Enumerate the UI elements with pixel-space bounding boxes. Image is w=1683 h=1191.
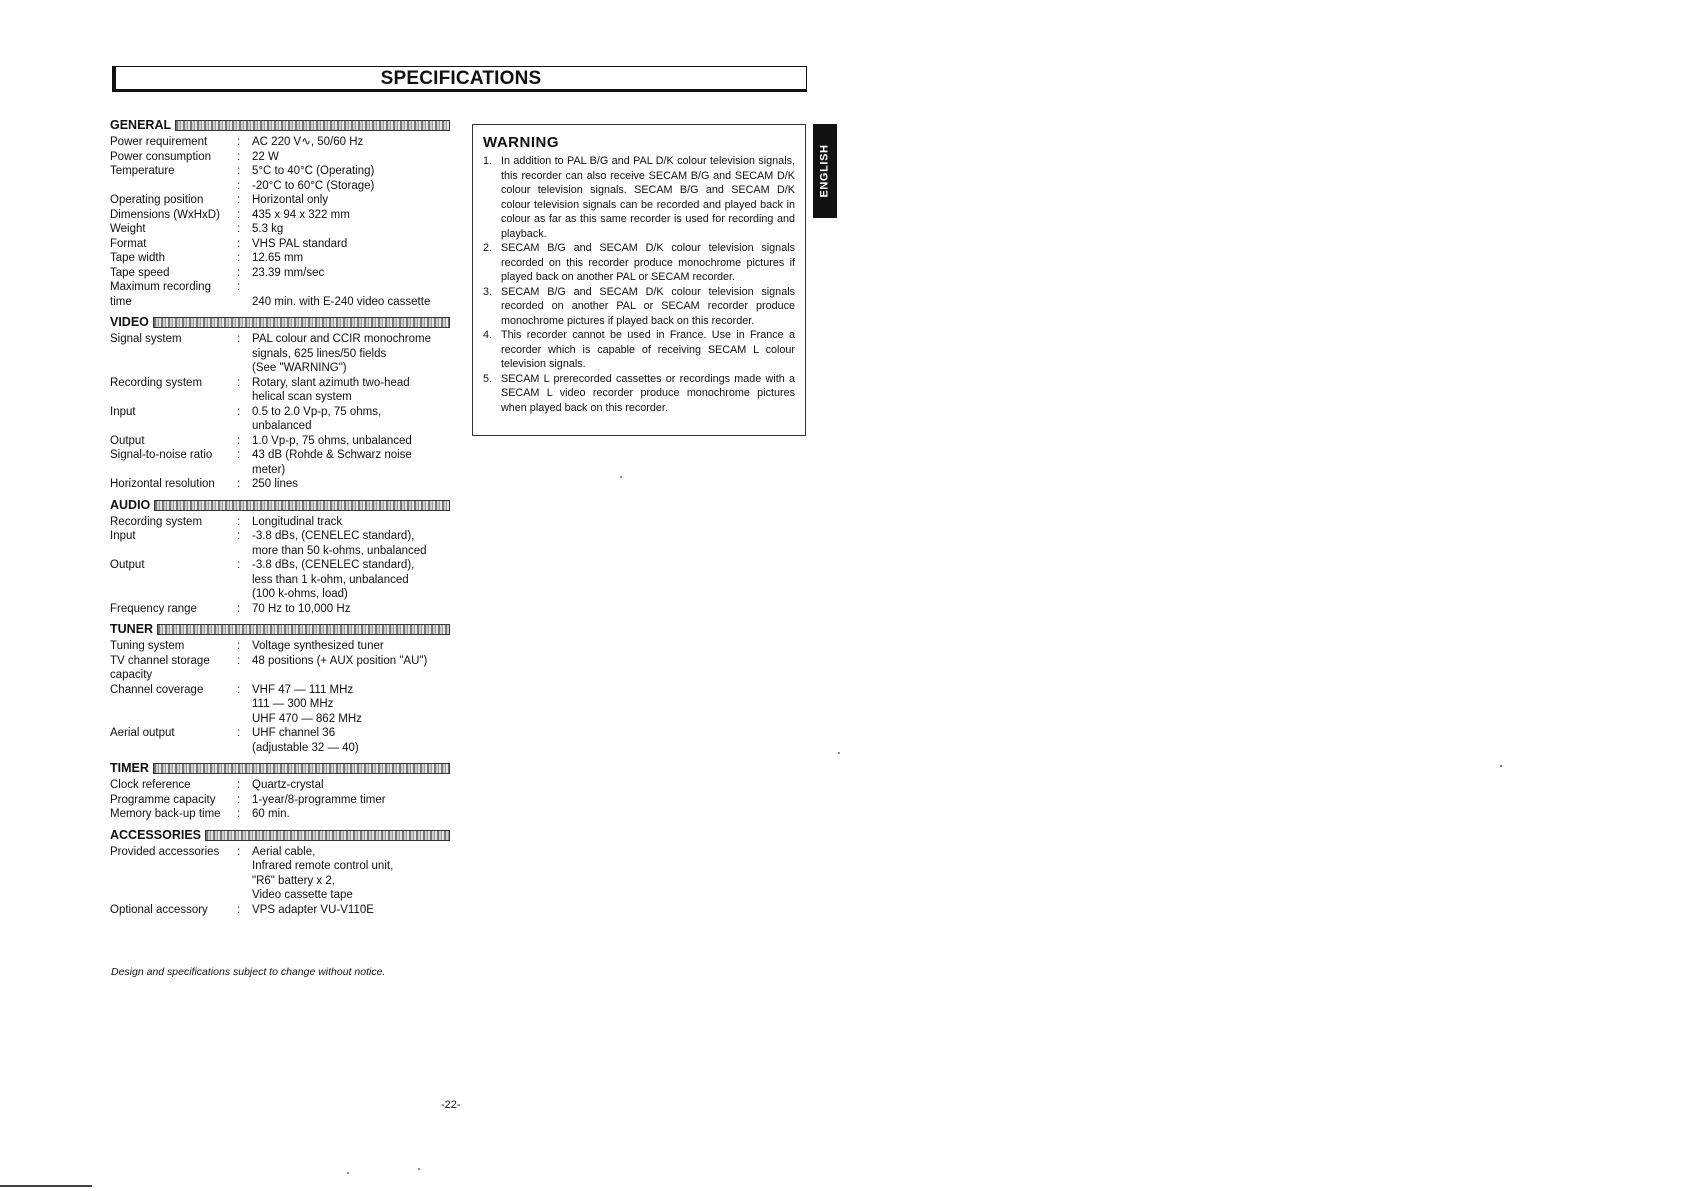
spec-label: Temperature [110,165,175,177]
spec-section-accessories [110,828,450,918]
spec-colon: : [237,602,241,615]
warning-item-text: In addition to PAL B/G and PAL D/K colour television signals, this recorder can also receive SECAM B/G and SECAM D/K colour television signals. SECAM B/G and SECAM D/K colour television signals can be recorded and played back in colour as far as this same recorder is used for recording and playback. [501,155,795,240]
spec-value: 60 min. [252,808,290,820]
warning-item-number: 4. [483,329,493,341]
spec-colon: : [237,136,241,148]
warning-item-text: SECAM B/G and SECAM D/K colour television signals recorded on this recorder produce monochrome pictures if played back on another PAL or SECAM recorder. [501,242,795,283]
spec-row [110,683,450,727]
spec-colon: : [237,165,241,177]
spec-value: VHF 47 — 111 MHz 111 — 300 MHz UHF 470 — 862 MHz [252,683,362,725]
spec-row [110,434,450,449]
spec-label: Channel coverage [110,683,204,696]
spec-value: 1-year/8-programme timer [252,793,386,806]
spec-colon: : [237,530,241,542]
footnote: Design and specifications subject to change without notice. [111,966,386,978]
section-heading-rule [157,624,450,635]
spec-row [110,135,450,150]
spec-label: Frequency range [110,602,197,615]
spec-row [110,793,450,808]
section-heading-label: GENERAL [110,118,172,133]
spec-label: Format [110,237,147,250]
spec-colon: : [237,779,241,791]
spec-label: Tuning system [110,640,185,652]
spec-label: TV channel storage capacity [110,654,210,681]
spec-row [110,807,450,822]
spec-colon: : [237,194,241,206]
spec-label: Tape width [110,252,165,264]
scan-speck [418,1168,420,1170]
spec-row [110,222,450,237]
section-heading-rule [154,500,450,511]
warning-item [483,154,795,241]
spec-value: Longitudinal track [252,515,343,528]
spec-value: Rotary, slant azimuth two-head helical scan system [252,376,410,403]
spec-value: 23.39 mm/sec [252,266,325,279]
spec-row [110,332,450,376]
spec-label [110,179,237,194]
spec-colon: : [237,252,241,264]
spec-label: Horizontal resolution [110,478,215,490]
spec-colon: : [237,223,241,235]
spec-colon: : [237,515,241,528]
spec-label: Power requirement [110,136,208,148]
warning-list [483,154,795,415]
spec-label: Recording system [110,376,203,389]
scan-edge-line [0,1185,92,1187]
spec-row [110,280,450,309]
section-heading [110,315,450,330]
spec-value: 48 positions (+ AUX position "AU") [252,654,428,667]
scan-speck [1500,765,1502,767]
spec-colon: : [237,903,241,916]
spec-value: 22 W [252,150,279,163]
spec-value: Quartz-crystal [252,779,324,791]
spec-row [110,602,450,617]
scan-speck [838,752,840,754]
spec-label: Signal system [110,333,182,345]
scan-speck [347,1172,349,1174]
spec-row [110,237,450,252]
spec-row [110,726,450,755]
spec-row [110,208,450,223]
section-heading-rule [175,120,450,131]
spec-row [110,448,450,477]
spec-row [110,376,450,405]
spec-row [110,778,450,793]
spec-label: Input [110,530,136,542]
spec-colon: : [237,237,241,250]
section-heading-rule [153,763,450,774]
spec-value: -3.8 dBs, (CENELEC standard), more than 50 k-ohms, unbalanced [252,530,427,557]
specifications-column [110,118,450,923]
spec-value: 1.0 Vp-p, 75 ohms, unbalanced [252,434,412,447]
warning-item-number: 1. [483,155,493,167]
spec-row [110,654,450,683]
spec-label: Optional accessory [110,903,208,916]
spec-value: VHS PAL standard [252,237,348,250]
spec-row [110,845,450,903]
spec-colon: : [237,559,241,571]
warning-item-number: 2. [483,242,493,254]
spec-colon: : [237,654,241,667]
spec-value: 435 x 94 x 322 mm [252,208,350,221]
warning-item [483,241,795,285]
warning-item [483,328,795,372]
page-title-bar [112,66,807,92]
spec-row [110,164,450,179]
spec-colon: : [237,640,241,652]
spec-value: 12.65 mm [252,252,304,264]
warning-item-number: 5. [483,372,493,385]
spec-label: Aerial output [110,727,175,739]
spec-colon: : [237,727,241,739]
spec-value: 43 dB (Rohde & Schwarz noise meter) [252,449,412,476]
spec-colon: : [237,333,241,345]
spec-section-timer [110,761,450,822]
spec-label: Dimensions (WxHxD) [110,208,220,221]
spec-section-general [110,118,450,309]
spec-colon: : [237,208,241,221]
spec-row [110,903,450,918]
spec-value: 5.3 kg [252,223,284,235]
spec-colon: : [237,434,241,447]
warning-item-text: SECAM B/G and SECAM D/K colour television signals recorded on another PAL or SECAM recorder produce monochrome pictures if played back on this recorder. [501,285,795,327]
spec-row [110,515,450,530]
section-heading-label: ACCESSORIES [110,827,201,842]
spec-label: Maximum recording time [110,281,211,308]
warning-item-text: This recorder cannot be used in France. Use in France a recorder which is capable of receiving SECAM L colour television signals. [501,329,795,370]
spec-colon: : [237,808,241,820]
spec-colon: : [237,478,241,490]
spec-row [110,477,450,492]
section-heading-label: TIMER [110,761,149,776]
spec-row [110,266,450,281]
spec-colon: : [237,179,241,192]
spec-label: Clock reference [110,779,191,791]
spec-section-video [110,315,450,492]
spec-colon: : [237,266,241,279]
spec-value: 0.5 to 2.0 Vp-p, 75 ohms, unbalanced [252,405,382,432]
scan-speck [620,476,622,478]
spec-label: Output [110,559,145,571]
spec-label: Tape speed [110,266,170,279]
spec-label: Recording system [110,515,203,528]
spec-label: Provided accessories [110,845,220,858]
spec-value: 5°C to 40°C (Operating) [252,165,375,177]
spec-label: Power consumption [110,150,211,163]
spec-colon: : [237,281,241,293]
warning-item-number: 3. [483,285,493,298]
spec-row [110,529,450,558]
spec-row [110,251,450,266]
warning-item-text: SECAM L prerecorded cassettes or recordings made with a SECAM L video recorder produce monochrome pictures when played back on this recorder. [501,372,795,414]
spec-colon: : [237,376,241,389]
spec-label: Output [110,434,145,447]
spec-colon: : [237,845,241,858]
spec-value: 240 min. with E-240 video cassette [252,295,431,308]
spec-label: Operating position [110,194,204,206]
section-heading [110,828,450,843]
language-tab [813,124,837,218]
warning-box [472,124,806,436]
spec-row [110,179,450,194]
spec-label: Signal-to-noise ratio [110,449,213,461]
section-heading-label: VIDEO [110,315,149,330]
section-heading [110,622,450,637]
warning-item [483,285,795,329]
spec-colon: : [237,405,241,418]
spec-colon: : [237,150,241,163]
section-heading-label: AUDIO [110,497,151,512]
spec-section-audio [110,498,450,617]
spec-label: Input [110,405,136,418]
spec-label: Memory back-up time [110,808,221,820]
spec-value: Aerial cable, Infrared remote control unit, "R6" battery x 2, Video cassette tape [252,845,394,901]
spec-row [110,405,450,434]
spec-value: 250 lines [252,478,299,490]
page-title: SPECIFICATIONS [380,68,542,89]
spec-value: Horizontal only [252,194,329,206]
spec-label: Weight [110,223,146,235]
spec-colon: : [237,793,241,806]
section-heading [110,761,450,776]
spec-value: -3.8 dBs, (CENELEC standard), less than 1 k-ohm, unbalanced (100 k-ohms, load) [252,559,415,600]
section-heading-rule [153,317,450,328]
spec-value: Voltage synthesized tuner [252,640,384,652]
section-heading-label: TUNER [110,622,154,637]
spec-value: 70 Hz to 10,000 Hz [252,602,351,615]
spec-label: Programme capacity [110,793,216,806]
spec-value: PAL colour and CCIR monochrome signals, 625 lines/50 fields (See "WARNING") [252,333,431,374]
language-tab-label: ENGLISH [819,144,831,198]
spec-value: -20°C to 60°C (Storage) [252,179,375,192]
spec-value: UHF channel 36 (adjustable 32 — 40) [252,727,359,754]
warning-title: WARNING [483,134,559,151]
spec-value: AC 220 V∿, 50/60 Hz [252,136,364,148]
warning-item [483,372,795,416]
page-number: -22- [441,1099,461,1111]
section-heading [110,498,450,513]
spec-row [110,558,450,602]
spec-colon: : [237,683,241,696]
spec-colon: : [237,449,241,461]
spec-section-tuner [110,622,450,755]
section-heading [110,118,450,133]
spec-row [110,150,450,165]
spec-row [110,193,450,208]
spec-row [110,639,450,654]
spec-value: VPS adapter VU-V110E [252,903,374,916]
section-heading-rule [205,830,450,841]
